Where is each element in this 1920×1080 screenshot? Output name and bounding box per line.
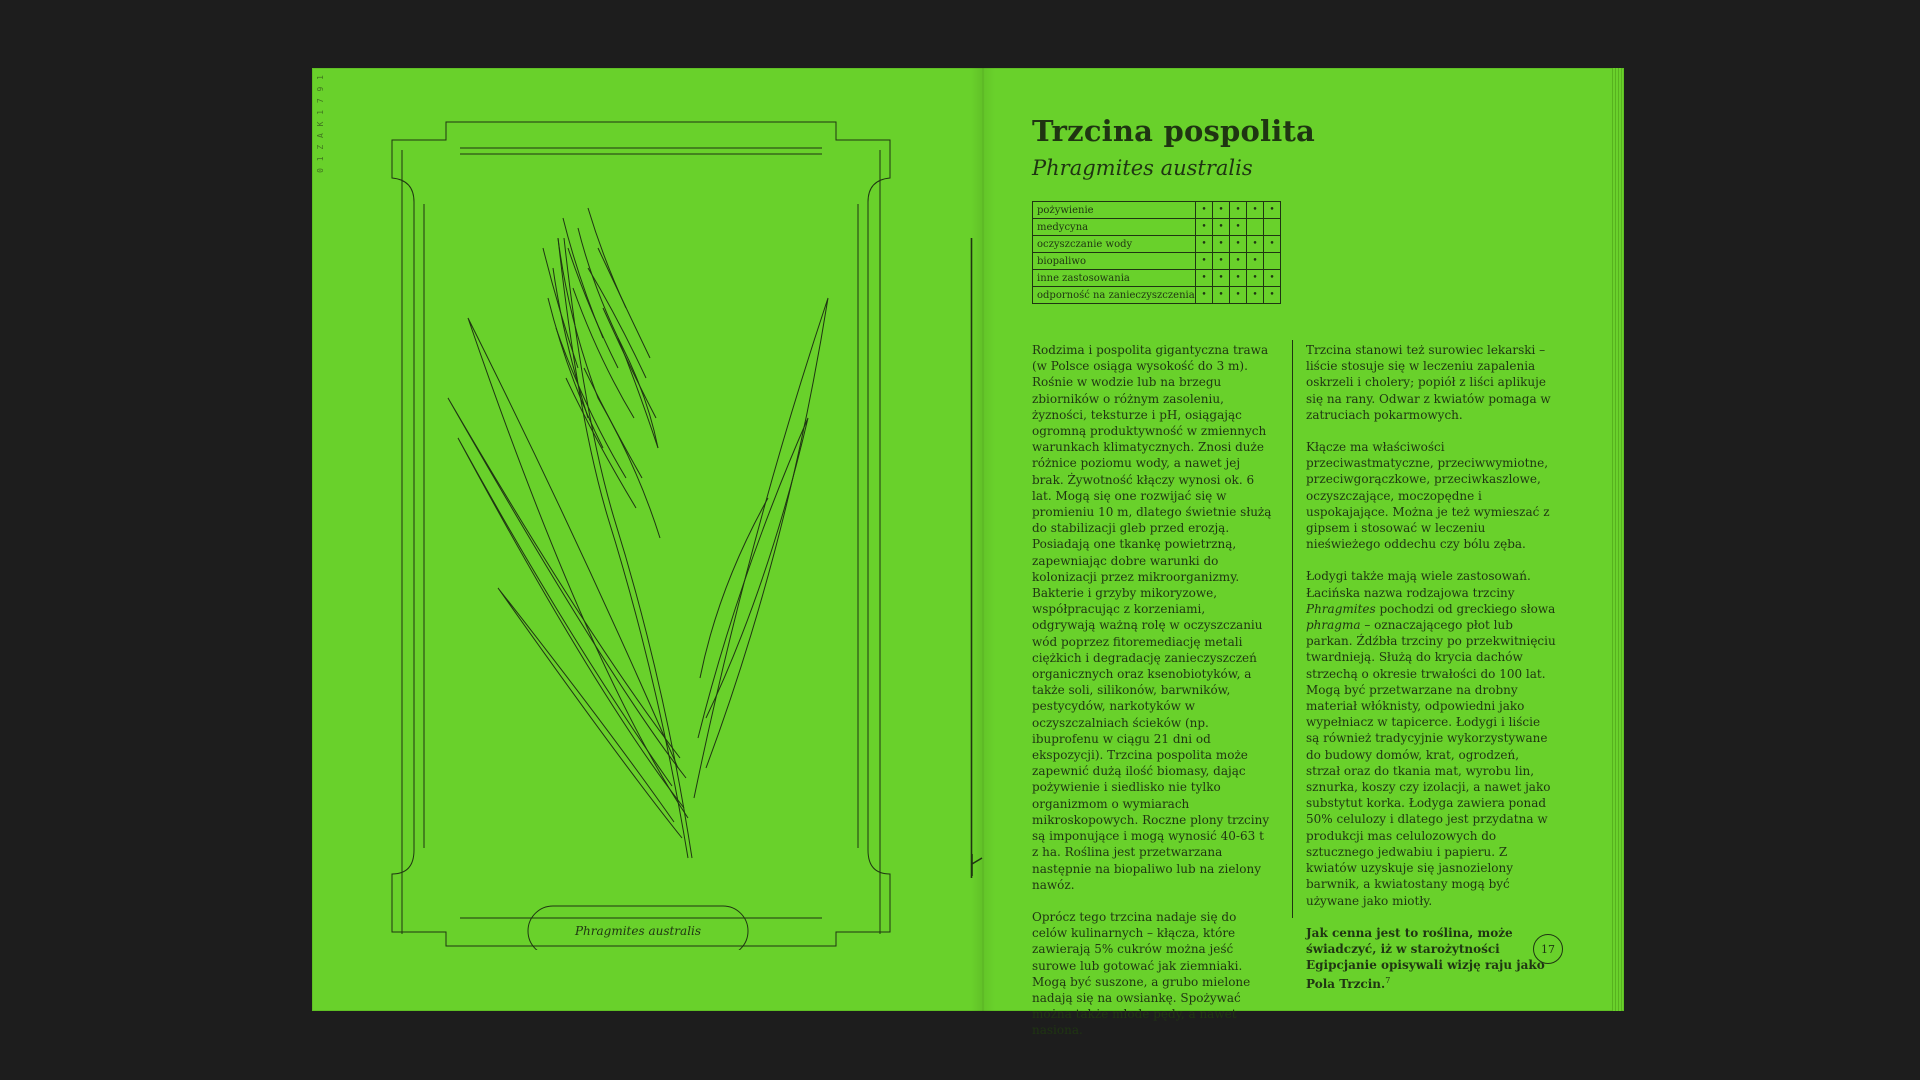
- rating-dot: •: [1230, 253, 1247, 270]
- rating-dot: •: [1230, 202, 1247, 219]
- rating-dot: •: [1213, 236, 1230, 253]
- reed-leaves: [448, 298, 828, 838]
- frame-inner-rect: [424, 204, 858, 848]
- uses-row: [1033, 236, 1281, 253]
- rating-dot: •: [1196, 270, 1213, 287]
- use-label: biopaliwo: [1033, 253, 1196, 270]
- paragraph: Oprócz tego trzcina nadaje się do celów kulinarnych – kłącza, które zawierają 5% cukrów można jeść surowe lub gotować jak ziemniaki. Mogą być suszone, a grubo mielone nadają się na owsiankę. Spożywać można także młode pędy, a nawet nasiona.: [1032, 909, 1251, 1038]
- rating-dot: •: [1196, 219, 1213, 236]
- top-rule: [460, 148, 822, 154]
- use-label: oczyszczanie wody: [1033, 236, 1196, 253]
- rating-dot: •: [1247, 202, 1264, 219]
- use-label: odporność na zanieczyszczenia: [1033, 287, 1196, 304]
- page-title: Trzcina pospolita: [1032, 114, 1316, 148]
- rating-dot: •: [1196, 287, 1213, 304]
- rating-dot: •: [1196, 202, 1213, 219]
- rating-dot: •: [1230, 287, 1247, 304]
- rating-dot: [1264, 219, 1281, 236]
- text-column-left: [1032, 342, 1272, 1055]
- rating-dot: •: [1264, 270, 1281, 287]
- rating-dot: •: [1213, 202, 1230, 219]
- rating-dot: [1264, 253, 1281, 270]
- rating-dot: •: [1247, 287, 1264, 304]
- closing-statement: Jak cenna jest to roślina, może świadczyć, iż w starożytności Egipcjanie opisywali wizję raju jako Pola Trzcin.$^7$: [1306, 925, 1545, 992]
- page-edges: [1612, 68, 1622, 1011]
- rating-dot: •: [1264, 236, 1281, 253]
- rating-dot: •: [1264, 287, 1281, 304]
- uses-rating-table: [1032, 201, 1281, 304]
- binding-stitch: [970, 238, 973, 878]
- ornate-frame-inner: [402, 150, 880, 934]
- ornate-frame-outer: [392, 122, 890, 946]
- rating-dot: •: [1247, 236, 1264, 253]
- botanical-illustration: [388, 118, 894, 950]
- paragraph: Kłącze ma właściwości przeciwastmatyczne, przeciwwymiotne, przeciwgorączkowe, przeciwkaszlowe, oczyszczające, moczopędne i uspokajające. Można je też wymieszać z gipsem i stosować w leczeniu nieświeżego oddechu czy bólu zęba.: [1306, 440, 1550, 552]
- reed-plume: [543, 208, 660, 538]
- uses-row: [1033, 219, 1281, 236]
- rating-dot: •: [1230, 270, 1247, 287]
- paragraph: Łodygi także mają wiele zastosowań. Łacińska nazwa rodzajowa trzciny Phragmites pochodzi od greckiego słowa phragma – oznaczającego płot lub parkan. Źdźbła trzciny po przekwitnięciu twardnieją. Służą do krycia dachów strzechą o okresie trwałości do 100 lat. Mogą być przetwarzane na drobny materiał włóknisty, odpowiedni jako wypełniacz w tapicerce. Łodygi i liście są również tradycyjnie wykorzystywane do budowy domów, krat, ogrodzeń, strzał oraz do tkania mat, wyrobu lin, sznurka, koszy czy izolacji, a nawet jako substytut korka. Łodyga zawiera ponad 50% celulozy i dlatego jest przydatna w produkcji mas celulozowych do sztucznego jedwabiu i papieru. Z kwiatów uzyskuje się jasnozielony barwnik, a kwiatostany mogą być używane jako miotły.: [1306, 569, 1556, 908]
- spine-code: 0 1 Z A K 1 7 9 1: [316, 74, 325, 173]
- uses-row: [1033, 253, 1281, 270]
- paragraph: Trzcina stanowi też surowiec lekarski – liście stosuje się w leczeniu zapalenia oskrzeli i cholery; popiół z liści aplikuje się na rany. Odwar z kwiatów pomaga w zatruciach pokarmowych.: [1306, 343, 1551, 422]
- rating-dot: •: [1213, 287, 1230, 304]
- use-label: inne zastosowania: [1033, 270, 1196, 287]
- rating-dot: •: [1213, 253, 1230, 270]
- uses-row: [1033, 270, 1281, 287]
- uses-row: [1033, 202, 1281, 219]
- paragraph: Rodzima i pospolita gigantyczna trawa (w Polsce osiąga wysokość do 3 m). Rośnie w wodzie lub na brzegu zbiorników o różnym zasoleniu, żyzności, teksturze i pH, osiągając ogromną produktywność w zmiennych warunkach klimatycznych. Znosi duże różnice poziomu wody, a nawet jej brak. Żywotność kłączy wynosi ok. 6 lat. Mogą się one rozwijać się w promieniu 10 m, dlatego świetnie służą do stabilizacji gleb przed erozją. Posiadają one tkankę powietrzną, zapewniając dobre warunki do kolonizacji przez mikroorganizmy. Bakterie i grzyby mikoryzowe, współpracując z korzeniami, odgrywają ważną rolę w oczyszczaniu wód poprzez fitoremediację metali ciężkich i degradację zanieczyszczeń organicznych oraz ksenobiotyków, a także soli, silikonów, barwników, pestycydów, narkotyków w oczyszczalniach ścieków (np. ibuprofenu w ciągu 21 dni od ekspozycji). Trzcina pospolita może zapewnić dużą ilość biomasy, dając pożywienie i siedlisko nie tylko organizmom o wymiarach mikroskopowych. Roczne plony trzciny są imponujące i mogą wynosić 40-63 t z ha. Roślina jest przetwarzana następnie na biopaliwo lub na zielony nawóz.: [1032, 343, 1272, 892]
- rating-dot: [1247, 219, 1264, 236]
- reed-stem: [558, 238, 692, 858]
- text-column-right: [1306, 342, 1556, 1009]
- rating-dot: •: [1213, 219, 1230, 236]
- uses-row: [1033, 287, 1281, 304]
- stitch-thread-end: [966, 852, 986, 880]
- rating-dot: •: [1247, 253, 1264, 270]
- column-divider: [1292, 340, 1293, 918]
- use-label: pożywienie: [1033, 202, 1196, 219]
- rating-dot: •: [1196, 253, 1213, 270]
- rating-dot: •: [1230, 236, 1247, 253]
- rating-dot: •: [1230, 219, 1247, 236]
- page-number: 17: [1533, 934, 1563, 964]
- rating-dot: •: [1196, 236, 1213, 253]
- footnote-marker: 7: [1385, 976, 1391, 986]
- rating-dot: •: [1264, 202, 1281, 219]
- use-label: medycyna: [1033, 219, 1196, 236]
- rating-dot: •: [1213, 270, 1230, 287]
- rating-dot: •: [1247, 270, 1264, 287]
- illustration-caption: Phragmites australis: [574, 924, 702, 938]
- latin-name: Phragmites australis: [1032, 156, 1253, 180]
